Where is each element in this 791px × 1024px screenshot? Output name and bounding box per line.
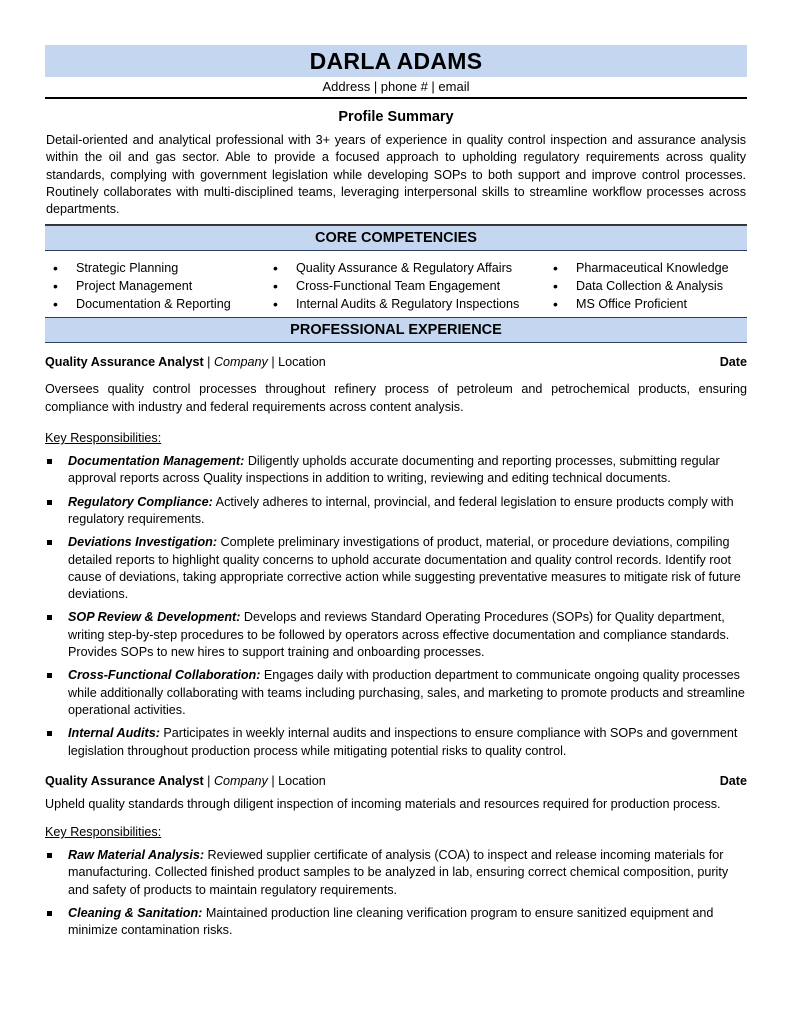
- job-title-line: Quality Assurance Analyst | Company | Location: [45, 773, 326, 788]
- job-title-line: Quality Assurance Analyst | Company | Location: [45, 355, 326, 370]
- job-date: Date: [719, 773, 747, 788]
- responsibilities-list: [45, 453, 747, 760]
- competencies-grid: [45, 251, 747, 317]
- competency-item: • Strategic Planning: [45, 259, 265, 277]
- job-company: Company: [213, 773, 268, 788]
- professional-experience-heading: PROFESSIONAL EXPERIENCE: [45, 317, 747, 343]
- name-banner: [45, 45, 747, 77]
- competencies-column-1: [45, 259, 265, 313]
- responsibilities-list: [45, 847, 747, 939]
- key-responsibilities-label: Key Responsibilities:: [45, 825, 162, 840]
- candidate-name: DARLA ADAMS: [309, 48, 483, 74]
- job-date: Date: [719, 355, 747, 370]
- job-header: [45, 772, 747, 790]
- job-description: Oversees quality control processes throughout refinery process of petroleum and petrochemical products, ensuring compliance with industry and federal requirements across content analysis.: [45, 382, 747, 414]
- resume-page: [45, 45, 747, 946]
- key-responsibilities-label: Key Responsibilities:: [45, 431, 162, 446]
- list-item: SOP Review & Development: Develops and reviews Standard Operating Procedures (SOPs) for Quality department, writing step-by-step procedures to be followed by operators across effective documentation and compliance standards. Provides SOPs to new hires to support training and onboarding processes.: [45, 609, 747, 661]
- competency-item: • Data Collection & Analysis: [545, 277, 745, 295]
- job-company: Company: [213, 355, 268, 370]
- list-item: Regulatory Compliance: Actively adheres to internal, provincial, and federal legislation to ensure products comply with regulatory requirements.: [45, 494, 747, 529]
- core-competencies-heading: CORE COMPETENCIES: [45, 225, 747, 251]
- competency-item: • Documentation & Reporting: [45, 295, 265, 313]
- job-location: Location: [278, 355, 326, 370]
- job-location: Location: [278, 773, 326, 788]
- job-header: [45, 353, 747, 371]
- contact-line: Address | phone # | email: [322, 79, 470, 94]
- competencies-column-3: [545, 259, 745, 313]
- job-description: Upheld quality standards through diligent inspection of incoming materials and resources required for production process.: [45, 796, 721, 811]
- list-item: Cleaning & Sanitation: Maintained production line cleaning verification program to ensure sanitized equipment and minimize contamination risks.: [45, 905, 747, 940]
- job-title: Quality Assurance Analyst: [45, 773, 204, 788]
- header-divider: [45, 97, 747, 99]
- profile-summary-heading: Profile Summary: [338, 109, 454, 125]
- job-title: Quality Assurance Analyst: [45, 355, 204, 370]
- list-item: Internal Audits: Participates in weekly internal audits and inspections to ensure compliance with SOPs and government legislation throughout production process while mitigating potential risks to quality control.: [45, 725, 747, 760]
- competency-item: • Pharmaceutical Knowledge: [545, 259, 745, 277]
- profile-summary-text: Detail-oriented and analytical professional with 3+ years of experience in quality control inspection and assurance analysis within the oil and gas sector. Able to provide a focused approach to upholding regulatory requirements across quality standards, complying with government legislation while developing SOPs to both support and improve control processes. Routinely collaborates with multi-disciplined teams, leveraging interpersonal skills to streamline workflow processes across departments.: [46, 133, 746, 217]
- competency-item: • Quality Assurance & Regulatory Affairs: [265, 259, 545, 277]
- competency-item: • Cross-Functional Team Engagement: [265, 277, 545, 295]
- competency-item: • MS Office Proficient: [545, 295, 745, 313]
- list-item: Raw Material Analysis: Reviewed supplier certificate of analysis (COA) to inspect and release incoming materials for manufacturing. Collected finished product samples to be analyzed in lab, ensuring correct chemical composition, purity and safety of products to maintain regulatory requirements.: [45, 847, 747, 899]
- competency-item: • Project Management: [45, 277, 265, 295]
- competencies-column-2: [265, 259, 545, 313]
- list-item: Cross-Functional Collaboration: Engages daily with production department to communicate ongoing quality processes while additionally collaborating with teams including purchasing, sales, and marketing to promote products and streamline operational activities.: [45, 667, 747, 719]
- list-item: Documentation Management: Diligently upholds accurate documenting and reporting processes, submitting regular approval reports across Quality inspections in addition to writing, reviewing and editing technical documents.: [45, 453, 747, 488]
- list-item: Deviations Investigation: Complete preliminary investigations of product, material, or procedure deviations, compiling detailed reports to highlight quality concerns to uphold accurate documentation and quality control records. Identify root cause of deviations, taking appropriate corrective action while suggesting preventative measures to mitigate risk of future deviations.: [45, 534, 747, 603]
- competency-item: • Internal Audits & Regulatory Inspections: [265, 295, 545, 313]
